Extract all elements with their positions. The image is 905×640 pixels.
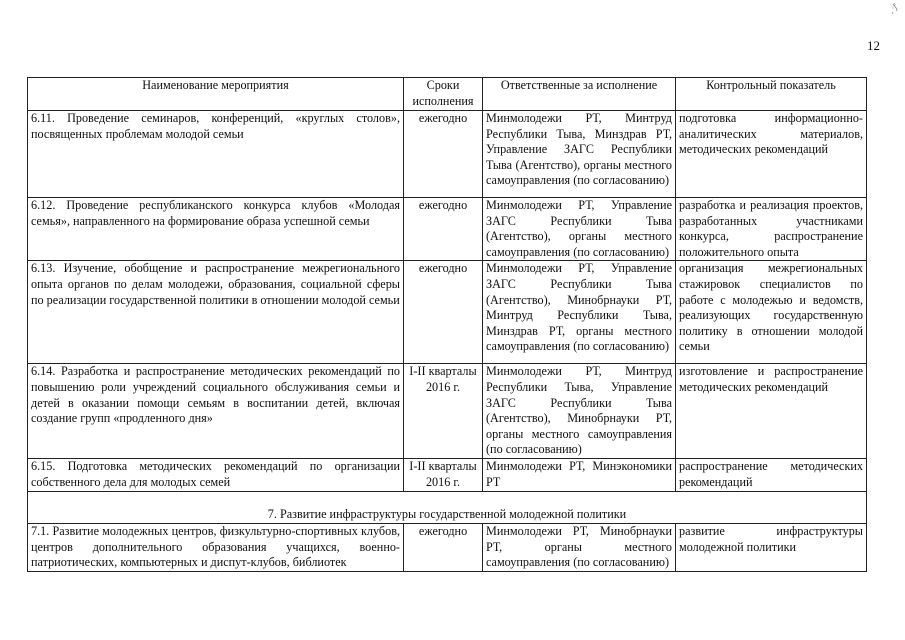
header-responsible: Ответственные за исполнение <box>483 78 676 111</box>
cell-name: 6.15. Подготовка методических рекомендаций по организации собственного дела для молодых семей <box>28 458 404 491</box>
section-title: 7. Развитие инфраструктуры государственной молодежной политики <box>28 491 867 523</box>
cell-indicator: изготовление и распространение методических рекомендаций <box>676 364 867 459</box>
cell-indicator: организация межрегиональных стажировок специалистов по работе с молодежью и ведомств, реализующих государственную политику в отношении молодой семьи <box>676 261 867 364</box>
table-row <box>28 198 867 261</box>
table-row <box>28 523 867 571</box>
cell-term: ежегодно <box>404 523 483 571</box>
cell-name: 6.12. Проведение республиканского конкурса клубов «Молодая семья», направленного на формирование образа успешной семьи <box>28 198 404 261</box>
cell-responsible: Минмолодежи РТ, Управление ЗАГС Республики Тыва (Агентство), органы местного самоуправления (по согласованию) <box>483 198 676 261</box>
header-indicator: Контрольный показатель <box>676 78 867 111</box>
cell-name: 6.14. Разработка и распространение методических рекомендаций по повышению роли учреждений социального обслуживания семьи и детей в оказании помощи семьям в воспитании детей, включая создание групп «продленного дня» <box>28 364 404 459</box>
cell-responsible: Минмолодежи РТ, Управление ЗАГС Республики Тыва (Агентство), Минобрнауки РТ, Минтруд Республики Тыва, Минздрав РТ, органы местного самоуправления (по согласованию) <box>483 261 676 364</box>
cell-term: ежегодно <box>404 198 483 261</box>
cell-name: 7.1. Развитие молодежных центров, физкультурно-спортивных клубов, центров дополнительного образования учащихся, военно-патриотических, компьютерных и диспут-клубов, библиотек <box>28 523 404 571</box>
cell-responsible: Минмолодежи РТ, Минобрнауки РТ, органы местного самоуправления (по согласованию) <box>483 523 676 571</box>
corner-mark: ¸·ƒ <box>886 2 900 15</box>
table-row <box>28 458 867 491</box>
cell-indicator: разработка и реализация проектов, разработанных участниками конкурса, распространение положительного опыта <box>676 198 867 261</box>
cell-responsible: Минмолодежи РТ, Минэкономики РТ <box>483 458 676 491</box>
header-term: Сроки исполнения <box>404 78 483 111</box>
page-number: 12 <box>867 38 880 53</box>
cell-term: I-II кварталы 2016 г. <box>404 364 483 459</box>
cell-responsible: Минмолодежи РТ, Минтруд Республики Тыва, Минздрав РТ, Управление ЗАГС Республики Тыва (Агентство), органы местного самоуправления (по согласованию) <box>483 111 676 198</box>
table-header-row <box>28 78 867 111</box>
section-row <box>28 491 867 523</box>
activities-table <box>27 77 867 572</box>
header-name: Наименование мероприятия <box>28 78 404 111</box>
cell-responsible: Минмолодежи РТ, Минтруд Республики Тыва, Управление ЗАГС Республики Тыва (Агентство), Минобрнауки РТ, органы местного самоуправления (по согласованию) <box>483 364 676 459</box>
table-row <box>28 111 867 198</box>
cell-term: ежегодно <box>404 261 483 364</box>
cell-indicator: подготовка информационно-аналитических материалов, методических рекомендаций <box>676 111 867 198</box>
cell-indicator: распространение методических рекомендаций <box>676 458 867 491</box>
table-row <box>28 261 867 364</box>
cell-indicator: развитие инфраструктуры молодежной политики <box>676 523 867 571</box>
table-row <box>28 364 867 459</box>
cell-term: I-II кварталы 2016 г. <box>404 458 483 491</box>
cell-name: 6.11. Проведение семинаров, конференций, «круглых столов», посвященных проблемам молодой семьи <box>28 111 404 198</box>
cell-name: 6.13. Изучение, обобщение и распространение межрегионального опыта органов по делам молодежи, образования, социальной сферы по реализации государственной политики в отношении молодой семьи <box>28 261 404 364</box>
cell-term: ежегодно <box>404 111 483 198</box>
